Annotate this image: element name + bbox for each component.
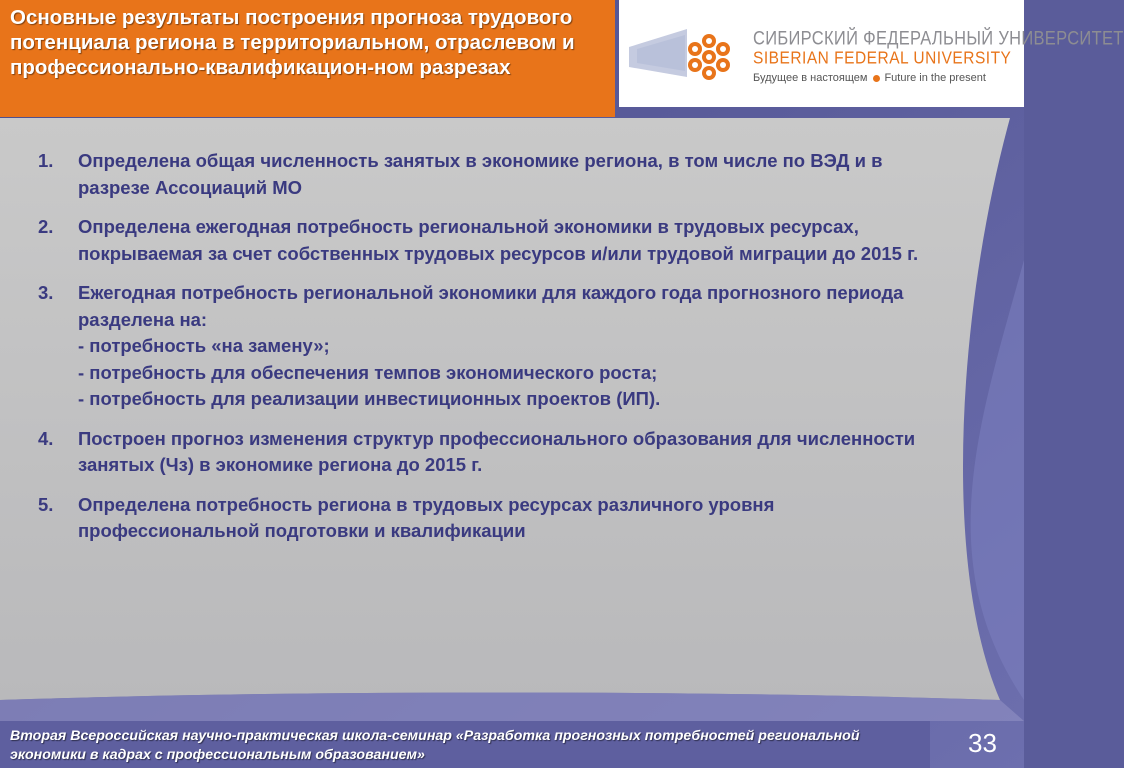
tagline-ru: Будущее в настоящем bbox=[753, 72, 868, 84]
list-item bbox=[38, 148, 958, 201]
slide-title: Основные результаты построения прогноза трудового потенциала региона в территориальном, отраслевом и профессионально-квалификацион-ном разрезах bbox=[0, 0, 615, 117]
university-logo bbox=[619, 0, 1124, 107]
logo-name-ru: СИБИРСКИЙ ФЕДЕРАЛЬНЫЙ УНИВЕРСИТЕТ bbox=[753, 28, 1124, 50]
list-item bbox=[38, 214, 958, 267]
list-item bbox=[38, 426, 958, 479]
item-number: 4. bbox=[38, 427, 54, 449]
item-number: 3. bbox=[38, 282, 54, 303]
item-text: Определена ежегодная потребность региональной экономики в трудовых ресурсах, покрываемая за счет собственных трудовых ресурсов и/или трудовой миграции до 2015 г. bbox=[78, 216, 919, 264]
logo-emblem-icon bbox=[629, 19, 749, 89]
item-text: Ежегодная потребность региональной экономики для каждого года прогнозного периода разделена на: bbox=[78, 282, 904, 330]
bullet-dot-icon bbox=[873, 75, 880, 82]
logo-name-en: SIBERIAN FEDERAL UNIVERSITY bbox=[753, 48, 1012, 69]
footer-caption: Вторая Всероссийская научно-практическая школа-семинар «Разработка прогнозных потребностей региональной экономики в кадрах с профессиональным образованием» bbox=[0, 721, 930, 768]
item-number: 5. bbox=[38, 493, 54, 515]
sub-item: - потребность для обеспечения темпов экономического роста; bbox=[78, 361, 658, 383]
logo-tagline bbox=[753, 72, 986, 84]
sub-item: - потребность «на замену»; bbox=[78, 335, 330, 356]
sub-item: - потребность для реализации инвестиционных проектов (ИП). bbox=[78, 388, 661, 409]
item-number: 2. bbox=[38, 216, 54, 237]
item-text: Построен прогноз изменения структур профессионального образования для численности занятых (Чз) в экономике региона до 2015 г. bbox=[78, 427, 916, 475]
results-list bbox=[38, 148, 958, 558]
list-item bbox=[38, 492, 958, 545]
item-text: Определена общая численность занятых в экономике региона, в том числе по ВЭД и в разрезе Ассоциаций МО bbox=[78, 150, 883, 198]
tagline-en: Future in the present bbox=[884, 72, 986, 84]
item-text: Определена потребность региона в трудовых ресурсах различного уровня профессиональной подготовки и квалификации bbox=[78, 493, 775, 541]
page-number: 33 bbox=[968, 728, 997, 758]
item-number: 1. bbox=[38, 150, 54, 171]
list-item bbox=[38, 280, 958, 413]
